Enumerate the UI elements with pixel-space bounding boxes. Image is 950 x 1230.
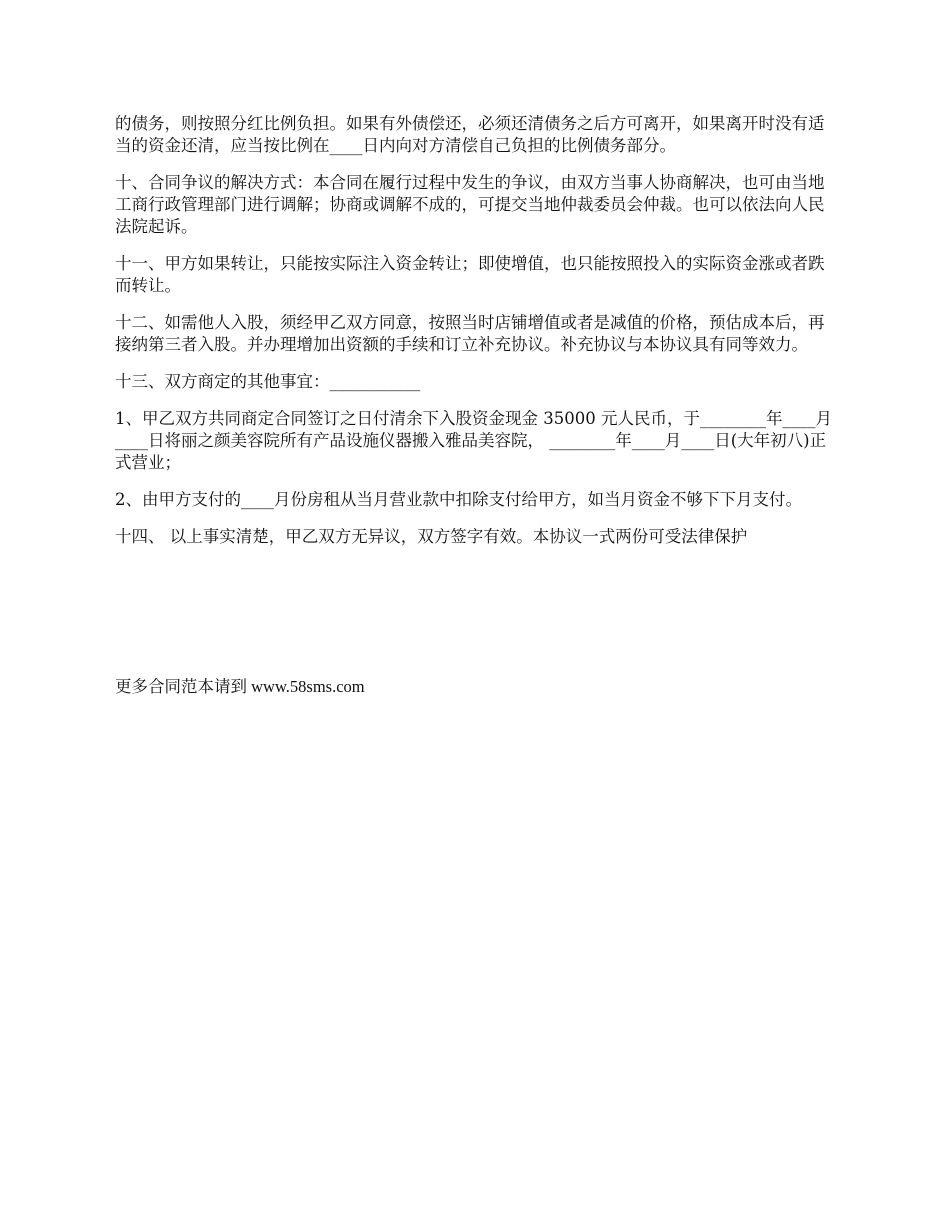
paragraph-dispute-resolution: 十、合同争议的解决方式：本合同在履行过程中发生的争议，由双方当事人协商解决，也可由当地工商行政管理部门进行调解；协商或调解不成的，可提交当地仲裁委员会仲裁。也可以依法向人民法院起诉。 xyxy=(115,173,825,236)
paragraph-debt-clause: 的债务，则按照分红比例负担。如果有外债偿还，必须还清债务之后方可离开，如果离开时没有适当的资金还清，应当按比例在____日内向对方清偿自己负担的比例债务部分。 xyxy=(115,114,825,155)
paragraph-item-2: 2、由甲方支付的____月份房租从当月营业款中扣除支付给甲方，如当月资金不够下下月支付。 xyxy=(115,490,802,509)
paragraph-item-1: 1、甲乙双方共同商定合同签订之日付清余下入股资金现金 35000 元人民币，于________年____月____日将丽之颜美容院所有产品设施仪器搬入雅品美容院， ________年____月____日(大年初八)正式营业； xyxy=(115,409,832,472)
footer-note xyxy=(115,676,365,698)
paragraph-new-shareholder: 十二、如需他人入股，须经甲乙双方同意，按照当时店铺增值或者是减值的价格，预估成本后，再接纳第三者入股。并办理增加出资额的手续和订立补充协议。补充协议与本协议具有同等效力。 xyxy=(115,313,825,354)
footer-prefix: 更多合同范本请到 xyxy=(115,677,247,696)
paragraph-other-matters: 十三、双方商定的其他事宜：___________ xyxy=(115,372,421,391)
paragraph-transfer: 十一、甲方如果转让，只能按实际注入资金转让；即使增值，也只能按照投入的实际资金涨或者跌而转让。 xyxy=(115,254,825,295)
paragraph-confirmation: 十四、 以上事实清楚，甲乙双方无异议，双方签字有效。本协议一式两份可受法律保护 xyxy=(115,527,748,546)
footer-link[interactable]: www.58sms.com xyxy=(251,677,365,696)
document-body xyxy=(115,113,840,563)
